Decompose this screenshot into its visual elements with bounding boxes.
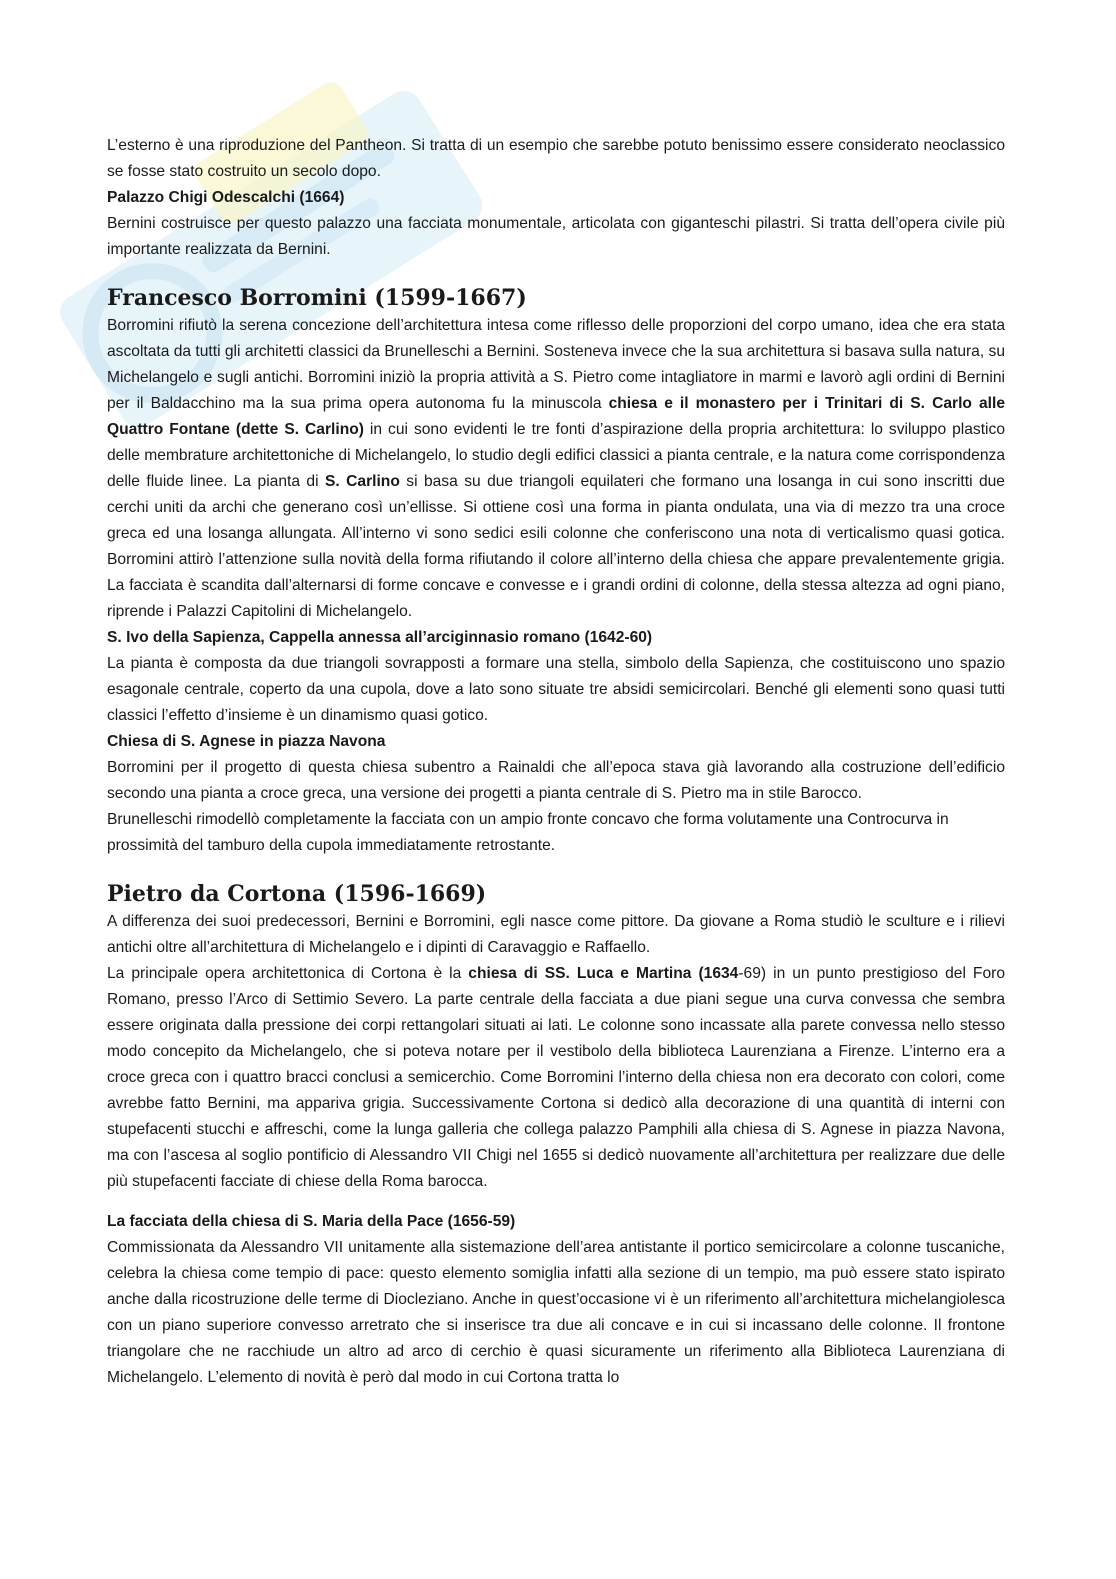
subheading-sant-agnese: Chiesa di S. Agnese in piazza Navona [107,733,386,750]
bold-run-san-carlo: chiesa e il monastero per i Trinitari di S. Carlo alle Quattro Fontane (dette S. Carlino) [107,395,1005,438]
document-page [107,133,1005,1391]
text-run: si basa su due triangoli equilateri che formano una losanga in cui sono inscritti due cerchi uniti da archi che generano così un’ellisse. Si ottiene così una forma in pianta ondulata, una via di mezzo tra una croce greca ed una losanga allungata. All’interno vi sono sedici esili colonne che conferiscono una nota di verticalismo quasi gotica. Borromini attirò l’attenzione sulla novità della forma rifiutando il colore all’interno della chiesa che appare prevalentemente grigia. La facciata è scandita dall’alternarsi di forme concave e convesse e i grandi ordini di colonne, della stessa altezza ad ogni piano, riprende i Palazzi Capitolini di Michelangelo. [107,473,1005,620]
santa-maria-pace-paragraph: Commissionata da Alessandro VII unitamente alla sistemazione dell’area antistante il portico semicircolare a colonne tuscaniche, celebra la chiesa come tempio di pace: questo elemento somiglia infatti alla sezione di un tempio, ma può essere stato ispirato anche dalla ricostruzione delle terme di Diocleziano. Anche in quest’occasione vi è un riferimento all’architettura michelangiolesca con un piano superiore convesso arretrato che si inserisce tra due ali concave e in cui si incassano delle colonne. Il frontone triangolare che ne racchiude un altro ad arco di cerchio è quasi sicuramente un riferimento alla Biblioteca Laurenziana di Michelangelo. L’elemento di novità è però dal modo in cui Cortona tratta lo [107,1239,1005,1386]
heading-cortona: Pietro da Cortona (1596-1669) [107,881,487,907]
sant-agnese-paragraph: Borromini per il progetto di questa chiesa subentro a Rainaldi che all’epoca stava già lavorando alla costruzione dell’edificio secondo una pianta a croce greca, una versione dei progetti a pianta centrale di S. Pietro ma in stile Barocco. [107,759,1005,802]
sant-ivo-paragraph: La pianta è composta da due triangoli sovrapposti a formare una stella, simbolo della Sapienza, che costituiscono uno spazio esagonale centrale, coperto da una cupola, dove a lato sono situate tre absidi semicircolari. Benché gli elementi sono quasi tutti classici l’effetto d’insieme è un dinamismo quasi gotico. [107,655,1005,724]
subheading-palazzo-chigi: Palazzo Chigi Odescalchi (1664) [107,189,345,206]
bold-run-ss-luca: chiesa di SS. Luca e Martina (1634 [468,965,739,982]
borromini-paragraph-1 [107,313,1005,625]
brunelleschi-paragraph: Brunelleschi rimodellò completamente la facciata con un ampio fronte concavo che forma volutamente una Controcurva in prossimità del tamburo della cupola immediatamente retrostante. [107,811,949,854]
text-run: Borromini rifiutò la serena concezione dell’architettura intesa come riflesso delle proporzioni del corpo umano, idea che era stata ascoltata da tutti gli architetti classici da Brunelleschi a Bernini. Sosteneva invece che la sua architettura si basava sulla natura, su Michelangelo e sugli antichi. Borromini iniziò la propria attività a S. Pietro come intagliatore in marmi e lavorò agli ordini di Bernini per il Baldacchino ma la sua prima opera autonoma fu la minuscola [107,317,1005,412]
intro-paragraph: L’esterno è una riproduzione del Pantheon. Si tratta di un esempio che sarebbe potuto benissimo essere considerato neoclassico se fosse stato costruito un secolo dopo. [107,137,1005,180]
heading-borromini: Francesco Borromini (1599-1667) [107,285,527,311]
subheading-santa-maria-pace: La facciata della chiesa di S. Maria della Pace (1656-59) [107,1213,516,1230]
text-run: in cui sono evidenti le tre fonti d’aspirazione della propria architettura: lo sviluppo plastico delle membrature architettoniche di Michelangelo, lo studio degli edifici classici a pianta centrale, e la natura come corrispondenza delle fluide linee. La pianta di [107,421,1005,490]
cortona-paragraph-1: A differenza dei suoi predecessori, Bernini e Borromini, egli nasce come pittore. Da giovane a Roma studiò le sculture e i rilievi antichi oltre all’architettura di Michelangelo e i dipinti di Caravaggio e Raffaello. [107,913,1005,956]
subheading-sant-ivo: S. Ivo della Sapienza, Cappella annessa all’arciginnasio romano (1642-60) [107,629,653,646]
text-run: La principale opera architettonica di Cortona è la [107,965,469,982]
palazzo-chigi-paragraph: Bernini costruisce per questo palazzo una facciata monumentale, articolata con giganteschi pilastri. Si tratta dell’opera civile più importante realizzata da Bernini. [107,215,1005,258]
cortona-paragraph-2 [107,961,1005,1195]
text-run: -69) in un punto prestigioso del Foro Romano, presso l’Arco di Settimio Severo. La parte centrale della facciata a due piani segue una curva convessa che sembra essere originata dalla pressione dei corpi rettangolari situati ai lati. Le colonne sono incassate alla parete convessa nello stesso modo concepito da Michelangelo, che si poteva notare per il vestibolo della biblioteca Laurenziana a Firenze. L’interno era a croce greca con i quattro bracci conclusi a semicerchio. Come Borromini l’interno della chiesa non era decorato con colori, come avrebbe fatto Bernini, ma appariva grigia. Successivamente Cortona si dedicò alla decorazione di una quantità di interni con stupefacenti stucchi e affreschi, come la lunga galleria che collega palazzo Pamphili alla chiesa di S. Agnese in piazza Navona, ma con l’ascesa al soglio pontificio di Alessandro VII Chigi nel 1655 si dedicò nuovamente all’architettura per realizzare due delle più stupefacenti facciate di chiese della Roma barocca. [107,965,1005,1190]
bold-run-san-carlino: S. Carlino [324,473,400,490]
